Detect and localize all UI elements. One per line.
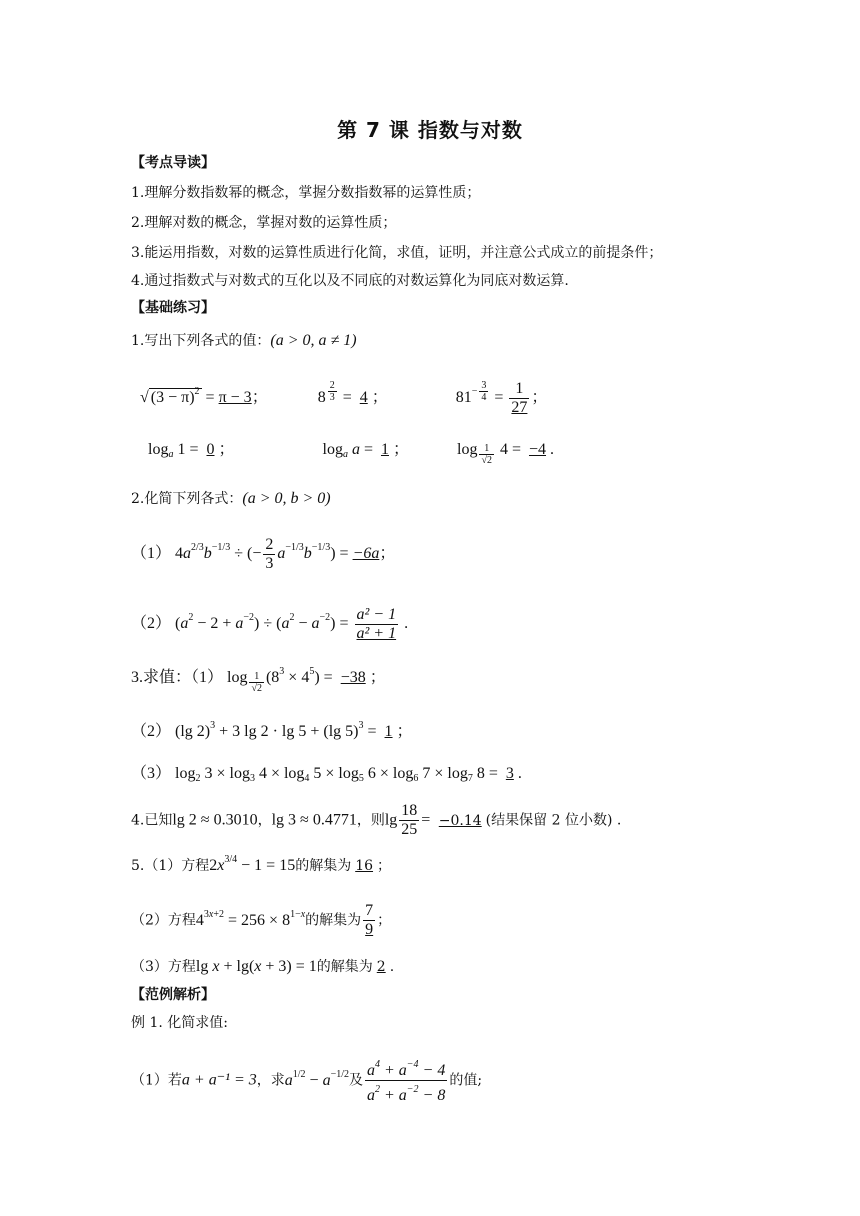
example-1-part-1: （1）若a + a⁻¹ = 3，求$a^{1/2} - a^{-1/2}$及 $\frac{a^4 + a^{-4} - 4}{a^2 + a^{-2} - 8}$ 的值; (131, 1056, 482, 1105)
answer-5c: 2 (376, 959, 386, 975)
condition: (a > 0, b > 0) (242, 490, 331, 507)
answer-3c: 3 (505, 765, 514, 782)
sqrt-expression: √ $(3 - \pi)^2$ (140, 386, 200, 407)
objective-item: 2.理解对数的概念，掌握对数的运算性质； (131, 215, 397, 231)
fraction-18-25: $\frac{18}{25}$ (401, 802, 418, 838)
answer-5a: 16 (355, 858, 374, 874)
objective-item: 3.能运用指数，对数的运算性质进行化简，求值，证明，并注意公式成立的前提条件； (131, 245, 663, 261)
answer-4: −0.14 (438, 812, 482, 829)
answer-3b: 1 (384, 723, 393, 740)
question-2-part-1: （1） $4a^{2/3}b^{-1/3}$ ÷ (− $\frac{2}{3}$ $a^{-1/3}b^{-1/3}) = -6a$； (131, 536, 396, 572)
answer-1d: 0 (206, 441, 215, 458)
question-2-part-2: （2） $(a^2 - 2 + a^{-2}) \div (a^2 - a^{-2})$ = $\frac{\text{a² − 1}}{\text{a² + 1}}$ . (131, 606, 409, 642)
question-5-part-1: 5.（1）方程$2x^{3/4} - 1 = 15$的解集为 16 ； (131, 854, 392, 874)
answer-1e: 1 (380, 441, 389, 458)
answer-1a: π − 3 (218, 389, 252, 407)
question-3-part-1: 3.求值：（1） log $_{\frac{1}{√2}}$ $(8^3 \times 4^5) = -38$ ； (131, 666, 386, 695)
example-1-label: 例 1. 化简求值: (131, 1015, 228, 1031)
page-title: 第 7 课 指数与对数 (337, 118, 523, 142)
section-heading-jichu: 【基础练习】 (131, 300, 215, 316)
question-3-part-2: （2） (lg 2)$^3$ + 3 lg 2 · lg 5 + (lg 5)$^3$ = 1 ； (131, 720, 413, 740)
answer-1b: 4 (359, 389, 368, 407)
question-1-row-a: √ $(3 - \pi)^2 = \pi - 3$； 8 $^{\frac{2}{3}}$ = 4 ； $81^{- \frac{3}{4}}$ = $\frac{1}{27}$ ； (140, 380, 548, 416)
question-3-part-3: （3） $\log_2 3 \times \log_3 4 \times \log_4 5 \times \log_5 6 \times \log_6 7 \times \log_7 8 = 3$ . (131, 765, 522, 784)
objective-item: 4.通过指数式与对数式的互化以及不同底的对数运算化为同底对数运算. (131, 273, 569, 289)
question-2-prompt: 2.化简下列各式：(a > 0, b > 0) (131, 490, 331, 507)
question-1-row-b: $\log_a 1 = 0$ ； $\log_a a = 1$ ； log $_{\frac{1}{√2}}$ 4 = −4 . (148, 441, 555, 467)
answer-1f: −4 (528, 441, 547, 458)
section-heading-fanli: 【范例解析】 (131, 987, 215, 1003)
answer-2b-fraction: $\frac{\text{a² − 1}}{\text{a² + 1}}$ (356, 606, 397, 642)
section-heading-kaodian: 【考点导读】 (131, 155, 215, 171)
question-5-part-2: （2）方程$4^{3x+2} = 256 \times 8^{1-x}$的解集为 $\frac{7}{9}$ ； (131, 902, 392, 938)
question-1-prompt: 1.写出下列各式的值：(a > 0, a ≠ 1) (131, 332, 357, 349)
answer-2a: −6a (352, 545, 380, 563)
question-4: 4.已知lg 2 ≈ 0.3010，lg 3 ≈ 0.4771，则lg $\frac{18}{25}$ = −0.14 (结果保留 2 位小数) . (131, 802, 622, 838)
objective-item: 1.理解分数指数幂的概念，掌握分数指数幂的运算性质； (131, 185, 481, 201)
question-5-part-3: （3）方程lg x + lg(x + 3) = 1的解集为 2 . (131, 958, 395, 975)
answer-3a: −38 (340, 669, 366, 686)
example-fraction: $\frac{a^4 + a^{-4} - 4}{a^2 + a^{-2} - 8}$ (365, 1056, 447, 1105)
answer-1c-fraction: $\frac{1}{27}$ (511, 380, 528, 416)
condition: (a > 0, a ≠ 1) (270, 332, 357, 349)
answer-5b-fraction: $\frac{7}{9}$ (365, 902, 374, 938)
